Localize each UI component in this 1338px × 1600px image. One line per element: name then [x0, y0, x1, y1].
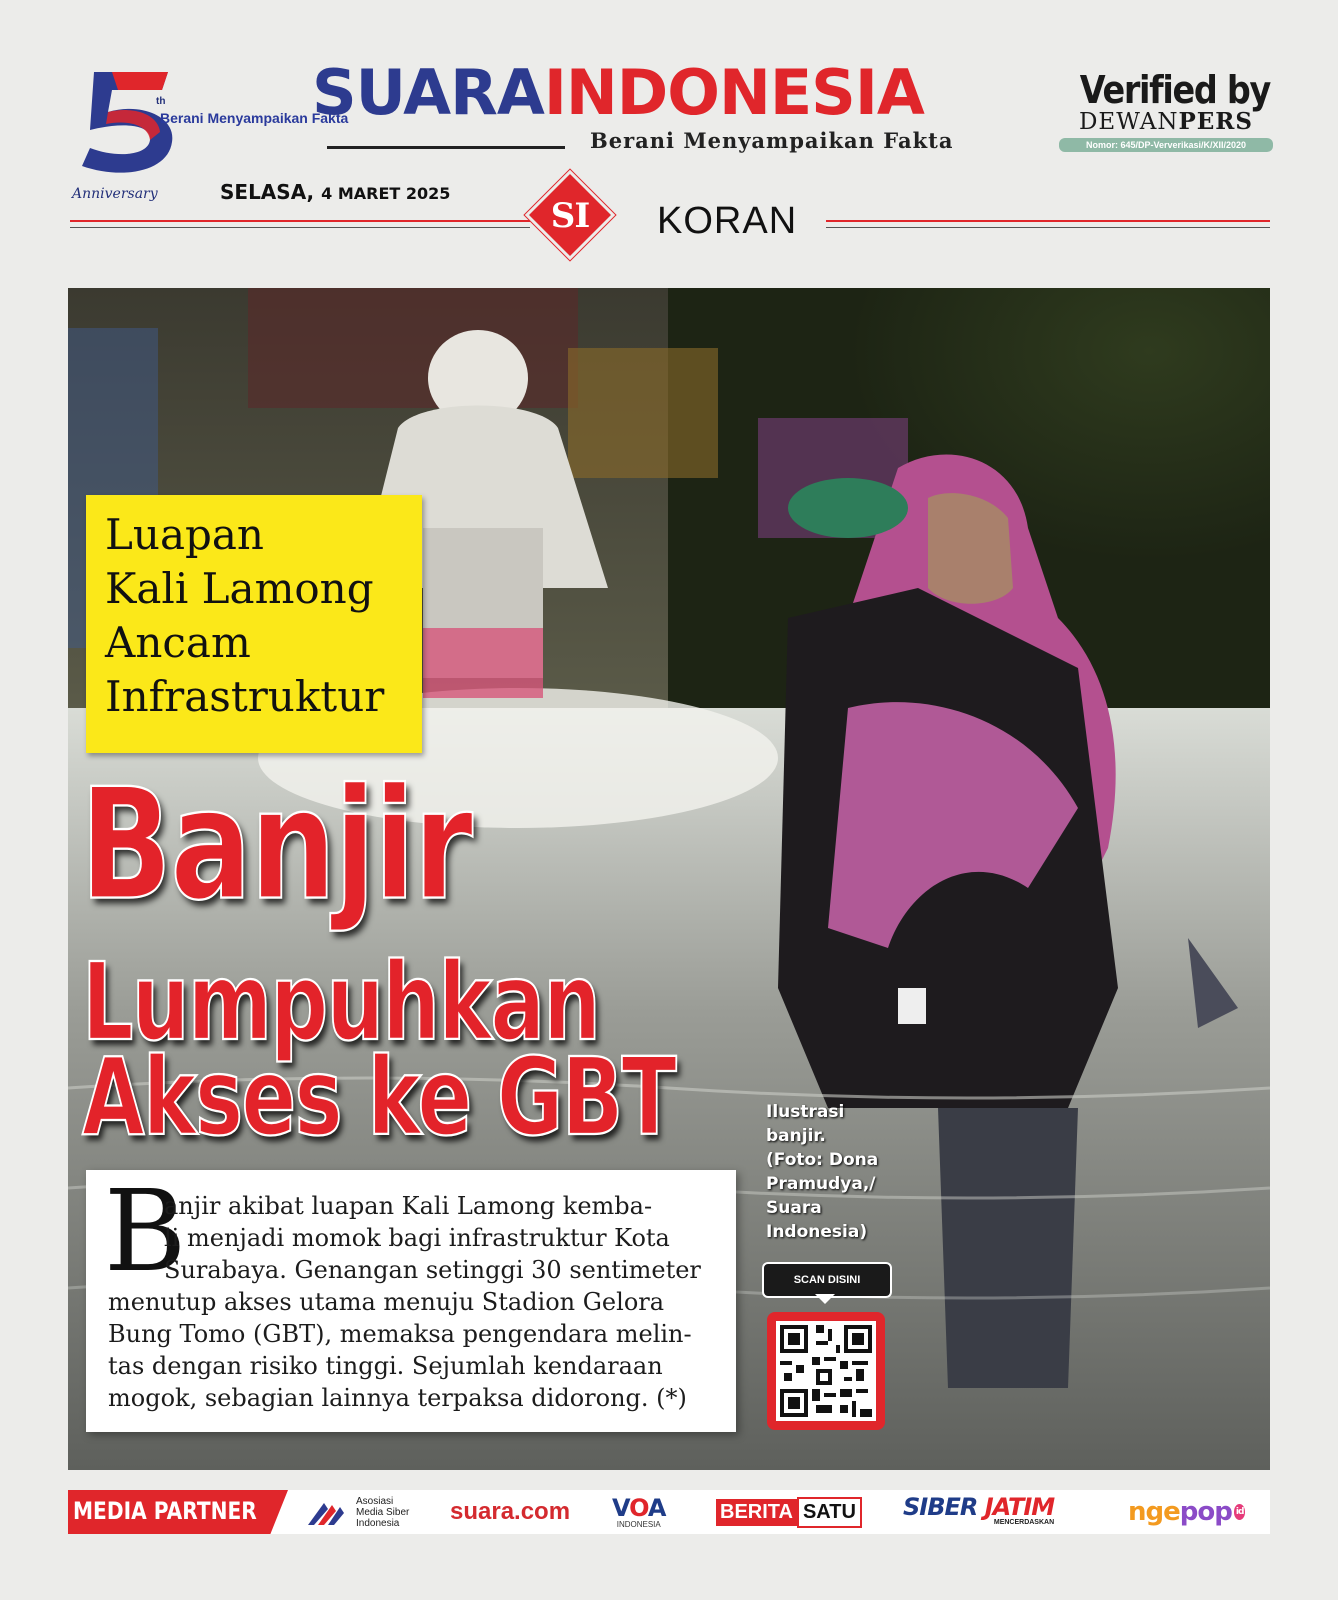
qr-code-icon[interactable]: [776, 1321, 876, 1421]
verified-badge: [1068, 68, 1270, 152]
masthead-part-1: SUARA: [312, 56, 544, 129]
amsi-logo-icon: [306, 1497, 352, 1527]
section-label: KORAN: [657, 200, 798, 242]
lead-dropcap: B: [104, 1167, 187, 1297]
anniversary-tagline: Berani Menyampaikan Fakta: [160, 110, 349, 126]
partner-label: MEDIA PARTNER: [73, 1497, 257, 1525]
photo-caption: Ilustrasi banjir. (Foto: Dona Pramudya,/ Suara Indonesia): [766, 1102, 879, 1242]
kicker-text: Luapan Kali Lamong Ancam Infrastruktur: [105, 510, 385, 721]
edition-date: SELASA, 4 MARET 2025: [220, 180, 451, 204]
headline-line-3[interactable]: Akses ke GBT: [82, 1035, 676, 1160]
verified-org: DEWANPERS: [1078, 108, 1254, 135]
masthead-title[interactable]: [312, 58, 924, 128]
headline-line-1[interactable]: Banjir: [80, 754, 472, 935]
masthead-rule: [327, 146, 565, 149]
header-rule-right: [826, 220, 1270, 228]
masthead-part-2: INDONESIA: [543, 56, 924, 129]
scan-pointer: [815, 1294, 835, 1304]
partner-suara[interactable]: suara.com: [450, 1498, 571, 1525]
si-logo-text: SI: [550, 196, 590, 236]
header-rule-left: [70, 220, 530, 228]
partner-beritasatu[interactable]: BERITA SATU: [716, 1495, 862, 1529]
verified-number: Nomor: 645/DP-Ververikasi/K/XII/2020: [1059, 138, 1273, 152]
masthead-tagline: Berani Menyampaikan Fakta: [590, 128, 954, 153]
anniversary-suffix: th: [156, 96, 166, 107]
lead-paragraph: anjir akibat luapan Kali Lamong kemba- li menjadi momok bagi infrastruktur Kota Surabaya. Genangan setinggi 30 sentimeter menutup akses utama menuju Stadion Gelora Bung Tomo (GBT), memaksa pengendara melin- tas dengan risiko tinggi. Sejumlah kendaraan mogok, sebagian lainnya terpaksa didorong. (*): [108, 1192, 701, 1412]
partner-amsi[interactable]: Asosiasi Media Siber Indonesia: [306, 1495, 409, 1529]
scan-label: SCAN DISINI: [762, 1262, 892, 1298]
verified-title: Verified by: [1079, 68, 1270, 112]
partner-siberjatim[interactable]: SIBER JATIM MENCERDASKAN: [903, 1493, 1055, 1526]
partner-ngepop[interactable]: nge pop id: [1128, 1497, 1244, 1527]
headline-line-2[interactable]: Lumpuhkan: [82, 940, 600, 1065]
anniversary-script: Anniversary: [72, 186, 158, 202]
partner-voa[interactable]: VOA INDONESIA: [612, 1494, 666, 1529]
